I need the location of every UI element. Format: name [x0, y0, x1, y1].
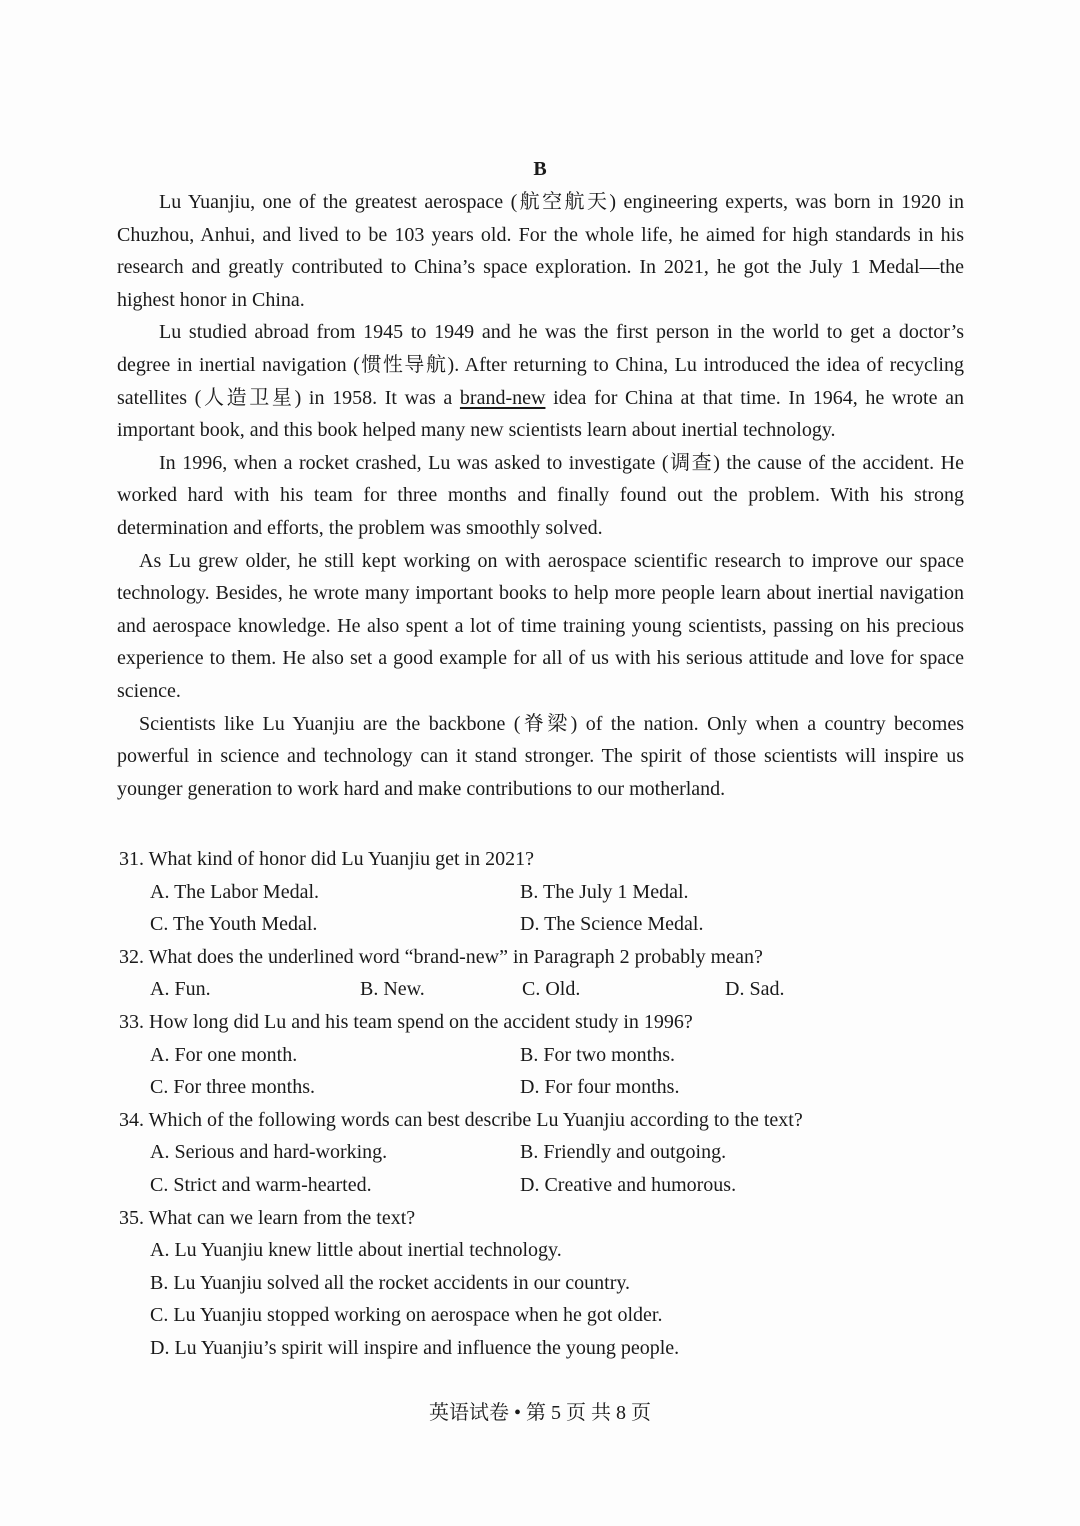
question-33	[119, 1006, 979, 1104]
paragraph-2	[117, 316, 964, 446]
paragraph-4: As Lu grew older, he still kept working on with aerospace scientific research to improve our space technology. Besides, he wrote many important books to help more people learn about inertial navigation and aerospace knowledge. He also spent a lot of time training young scientists, passing on his precious experience to them. He also set a good example for all of us with his serious attitude and love for space science.	[117, 549, 964, 702]
option-b: B. New.	[360, 978, 425, 1001]
option-c: C. Lu Yuanjiu stopped working on aerospace when he got older.	[150, 1304, 663, 1327]
page-footer: 英语试卷 • 第 5 页 共 8 页	[428, 1402, 651, 1424]
option-a: A. Fun.	[150, 978, 211, 1001]
option-b: B. The July 1 Medal.	[520, 880, 689, 903]
option-d: D. Creative and humorous.	[520, 1173, 737, 1196]
question-stem: 35. What can we learn from the text?	[119, 1206, 416, 1229]
paragraph-2-start: Lu studied abroad from 1945 to 1949 and he was the first person in the world to get a doctor’s degree in inertial navigation (惯性导航). After returning to China, Lu introduced the idea of recycling satellites (人造卫星) in 1958. It was a	[117, 321, 964, 409]
option-c: C. Strict and warm-hearted.	[150, 1173, 372, 1196]
question-35	[119, 1202, 979, 1365]
option-c: C. For three months.	[150, 1076, 315, 1099]
question-stem: 34. Which of the following words can best describe Lu Yuanjiu according to the text?	[119, 1108, 803, 1131]
option-a: A. For one month.	[150, 1043, 298, 1066]
reading-passage	[117, 186, 964, 805]
option-a: A. Serious and hard-working.	[150, 1141, 388, 1164]
option-d: D. The Science Medal.	[520, 913, 704, 936]
option-c: C. The Youth Medal.	[150, 913, 318, 936]
option-b: B. Lu Yuanjiu solved all the rocket accidents in our country.	[150, 1271, 631, 1294]
option-a: A. The Labor Medal.	[150, 880, 320, 903]
paragraph-2-end: idea for China at that time. In 1964, he wrote an important book, and this book helped many new scientists learn about inertial technology.	[117, 386, 964, 442]
question-stem: 32. What does the underlined word “brand-new” in Paragraph 2 probably mean?	[119, 945, 763, 968]
option-d: D. For four months.	[520, 1076, 680, 1099]
underlined-word: brand-new	[459, 386, 546, 409]
option-c: C. Old.	[522, 978, 581, 1001]
question-stem: 31. What kind of honor did Lu Yuanjiu get in 2021?	[119, 848, 534, 870]
question-31	[119, 843, 979, 941]
paragraph-5: Scientists like Lu Yuanjiu are the backbone (脊梁) of the nation. Only when a country becomes powerful in science and technology can it stand stronger. The spirit of those scientists will inspire us younger generation to work hard and make contributions to our motherland.	[117, 712, 964, 800]
paragraph-3: In 1996, when a rocket crashed, Lu was asked to investigate (调查) the cause of the accident. He worked hard with his team for three months and finally found out the problem. With his strong determination and efforts, the problem was smoothly solved.	[117, 451, 964, 539]
question-32	[119, 941, 979, 1006]
option-d: D. Lu Yuanjiu’s spirit will inspire and influence the young people.	[150, 1336, 680, 1359]
paragraph-1: Lu Yuanjiu, one of the greatest aerospace (航空航天) engineering experts, was born in 1920 in Chuzhou, Anhui, and lived to be 103 years old. For the whole life, he aimed for high standards in his research and greatly contributed to China’s space exploration. In 2021, he got the July 1 Medal—the highest honor in China.	[117, 191, 964, 311]
question-list	[119, 843, 979, 1365]
option-d: D. Sad.	[725, 978, 785, 1001]
option-b: B. For two months.	[520, 1043, 676, 1066]
question-stem: 33. How long did Lu and his team spend on the accident study in 1996?	[119, 1010, 693, 1033]
question-34	[119, 1104, 979, 1202]
section-heading: B	[533, 158, 547, 180]
option-a: A. Lu Yuanjiu knew little about inertial technology.	[150, 1239, 562, 1262]
option-b: B. Friendly and outgoing.	[520, 1141, 727, 1164]
